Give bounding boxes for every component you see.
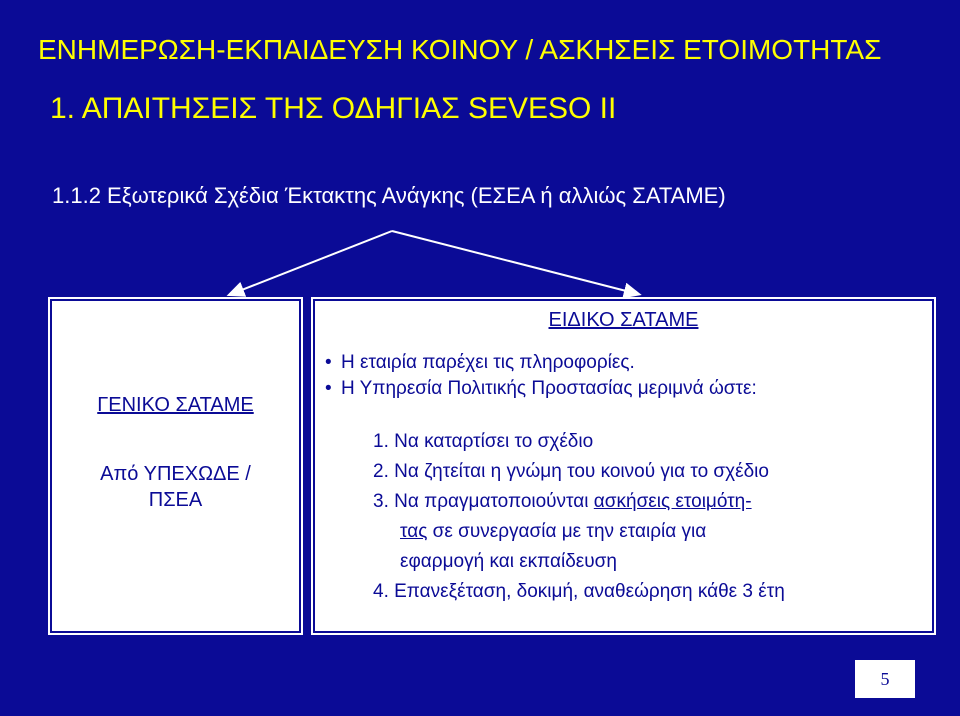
exercises-term-end: τας <box>400 521 428 542</box>
general-plan-heading: ΓΕΝΙΚΟ ΣΑΤΑΜΕ <box>97 394 254 416</box>
list-item-text: σε συνεργασία με την εταιρία για <box>427 521 707 542</box>
bullet-item: • Η Υπηρεσία Πολιτικής Προστασίας μεριμνά ώστε: <box>325 376 757 402</box>
list-item-continuation: εφαρμογή και εκπαίδευση <box>400 551 617 572</box>
list-item <box>373 487 785 517</box>
list-item: 1. Να καταρτίσει το σχέδιο <box>373 431 594 452</box>
specific-plan-heading: ΕΙΔΙΚΟ ΣΑΤΑΜΕ <box>548 309 699 331</box>
general-plan-source: Από ΥΠΕΧΩΔΕ / ΠΣΕΑ <box>100 463 251 511</box>
arrow-to-general <box>234 231 392 293</box>
numbered-list <box>373 427 785 607</box>
slide-section-title: 1. ΑΠΑΙΤΗΣΕΙΣ ΤΗΣ ΟΔΗΓΙΑΣ SEVESO II <box>50 92 617 125</box>
list-item-text: 3. Να πραγματοποιούνται <box>373 491 594 512</box>
page-number: 5 <box>855 660 915 698</box>
specific-plan-box <box>313 299 934 633</box>
bullet-list <box>325 350 757 402</box>
general-plan-box <box>50 299 301 633</box>
exercises-term: ασκήσεις ετοιμότη- <box>593 491 752 512</box>
slide-title: ΕΝΗΜΕΡΩΣΗ-ΕΚΠΑΙΔΕΥΣΗ ΚΟΙΝΟΥ / ΑΣΚΗΣΕΙΣ ΕΤΟΙΜΟΤΗΤΑΣ <box>38 34 882 65</box>
list-item: 4. Επανεξέταση, δοκιμή, αναθεώρηση κάθε 3 έτη <box>373 581 785 602</box>
list-item: 2. Να ζητείται η γνώμη του κοινού για το σχέδιο <box>373 461 769 482</box>
bullet-item: • Η εταιρία παρέχει τις πληροφορίες. <box>325 350 757 376</box>
arrow-to-specific <box>392 231 634 293</box>
slide-subtitle: 1.1.2 Εξωτερικά Σχέδια Έκτακτης Ανάγκης (ΕΣΕΑ ή αλλιώς ΣΑΤΑΜΕ) <box>52 183 726 208</box>
list-item-continuation <box>373 517 785 547</box>
